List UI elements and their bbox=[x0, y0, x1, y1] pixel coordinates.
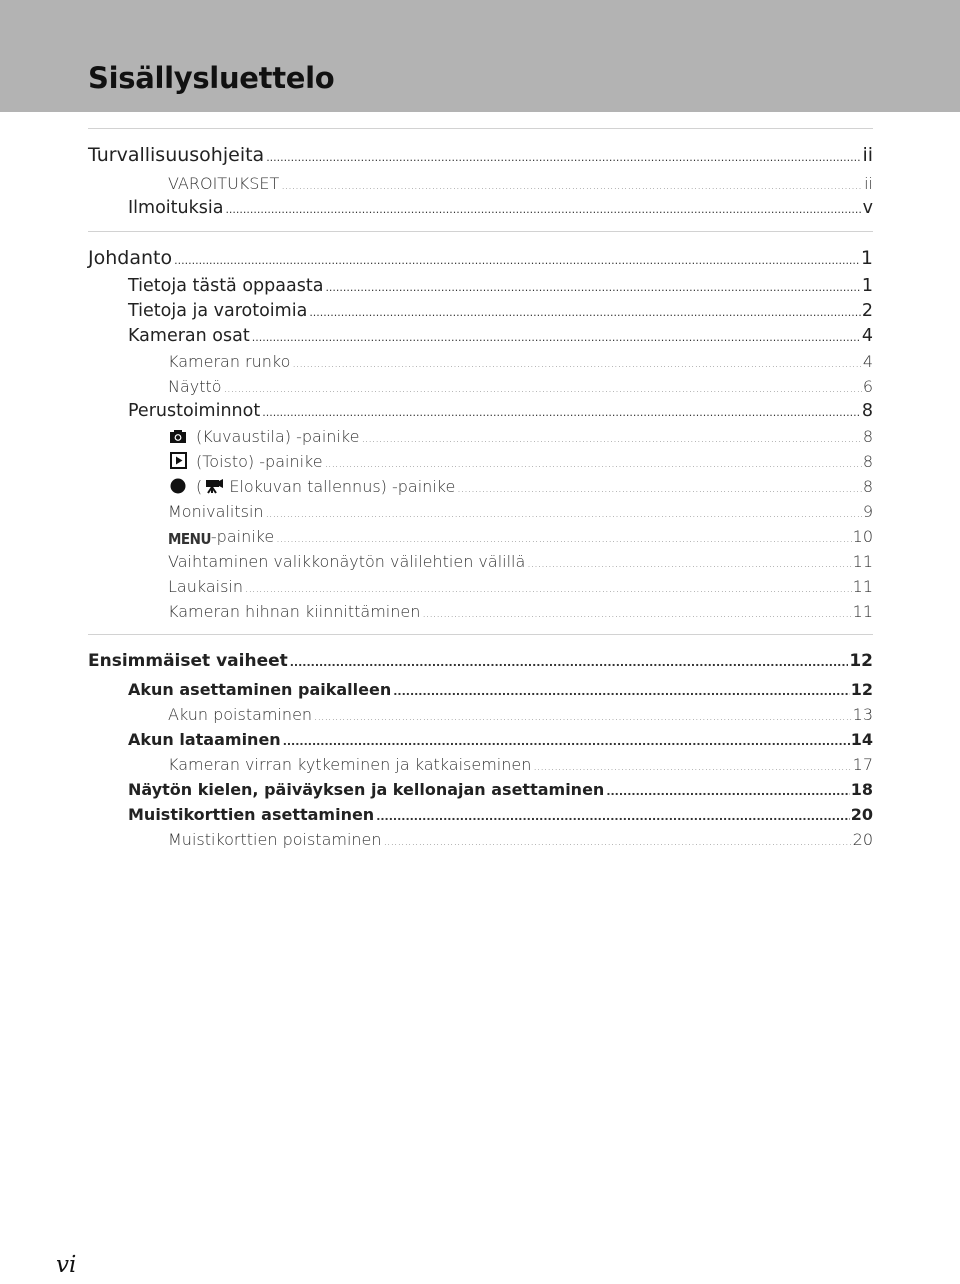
toc-entry-text: Elokuvan tallennus) -painike bbox=[224, 477, 456, 496]
toc-entry-page: 4 bbox=[862, 352, 873, 371]
toc-entry[interactable] bbox=[88, 274, 873, 299]
dot-leader bbox=[290, 647, 849, 679]
toc-entry-text: Turvallisuusohjeita bbox=[88, 144, 265, 166]
toc-entry-text: Monivalitsin bbox=[168, 502, 264, 521]
toc-entry-page: 12 bbox=[850, 680, 873, 699]
toc-entry[interactable] bbox=[88, 677, 873, 702]
toc-entry-text: Kameran osat bbox=[128, 326, 250, 346]
toc-entry-page: ii bbox=[864, 174, 873, 193]
toc-entry-label bbox=[168, 171, 279, 196]
toc-entry[interactable] bbox=[88, 524, 873, 549]
toc-entry-label bbox=[128, 802, 374, 827]
toc-entry-label bbox=[128, 324, 250, 349]
toc-entry-label bbox=[88, 645, 288, 677]
dot-leader bbox=[276, 526, 851, 551]
toc-entry[interactable] bbox=[88, 171, 873, 196]
dot-leader bbox=[245, 576, 852, 601]
toc-entry-label bbox=[168, 574, 243, 599]
dot-leader bbox=[224, 376, 862, 401]
toc-section bbox=[88, 128, 873, 229]
toc-entry-page: 20 bbox=[850, 805, 873, 824]
toc-entry-text: Muistikorttien poistaminen bbox=[168, 830, 382, 849]
toc-entry[interactable] bbox=[88, 827, 873, 852]
toc-entry[interactable] bbox=[88, 424, 873, 449]
page-title: Sisällysluettelo bbox=[88, 61, 335, 95]
toc-entry-label bbox=[168, 827, 382, 852]
toc-entry-label bbox=[168, 449, 323, 474]
toc-entry-text: -painike bbox=[210, 527, 275, 546]
camera-icon bbox=[168, 427, 188, 445]
toc-section bbox=[88, 634, 873, 860]
toc-entry-text: VAROITUKSET bbox=[168, 174, 280, 193]
toc-entry[interactable] bbox=[88, 499, 873, 524]
dot-leader bbox=[325, 451, 862, 476]
dot-leader bbox=[174, 245, 860, 277]
dot-leader bbox=[422, 601, 851, 626]
toc-entry-text: Vaihtaminen valikkonäytön välilehtien välillä bbox=[168, 552, 526, 571]
toc-entry-page: 20 bbox=[852, 830, 873, 849]
toc-entry-text: Kameran virran kytkeminen ja katkaiseminen bbox=[168, 755, 532, 774]
toc-entry-label bbox=[168, 499, 264, 524]
dot-leader bbox=[266, 501, 862, 526]
toc-entry-label bbox=[168, 349, 290, 374]
dot-leader bbox=[262, 400, 861, 425]
toc-entry[interactable] bbox=[88, 474, 873, 499]
toc-entry-label bbox=[168, 524, 274, 549]
toc-entry[interactable] bbox=[88, 374, 873, 399]
toc-entry-page: 10 bbox=[852, 527, 873, 546]
dot-leader bbox=[283, 729, 850, 754]
toc-entry-label bbox=[128, 299, 307, 324]
toc-entry-label bbox=[168, 599, 420, 624]
movie-camera-icon bbox=[204, 477, 224, 495]
toc-entry[interactable] bbox=[88, 777, 873, 802]
record-dot-icon bbox=[168, 477, 188, 495]
toc-entry[interactable] bbox=[88, 139, 873, 171]
toc-entry-label bbox=[128, 399, 260, 424]
dot-leader bbox=[266, 142, 861, 174]
toc-entry-text: Laukaisin bbox=[168, 577, 244, 596]
toc-entry[interactable] bbox=[88, 574, 873, 599]
toc-entry-label bbox=[168, 474, 455, 499]
toc-entry-page: 1 bbox=[861, 276, 873, 296]
toc-entry[interactable] bbox=[88, 349, 873, 374]
toc-entry-page: 17 bbox=[852, 755, 873, 774]
toc-entry-text: Akun poistaminen bbox=[168, 705, 313, 724]
toc-entry-label bbox=[168, 752, 531, 777]
toc-entry-page: 4 bbox=[861, 326, 873, 346]
toc-entry-page: 6 bbox=[862, 377, 873, 396]
toc-entry-page: 12 bbox=[849, 651, 873, 671]
toc-entry-label bbox=[88, 242, 172, 274]
dot-leader bbox=[384, 829, 852, 854]
table-of-contents bbox=[88, 128, 873, 860]
dot-leader bbox=[393, 679, 850, 704]
toc-entry-label bbox=[88, 139, 264, 171]
toc-entry-label bbox=[128, 274, 323, 299]
toc-entry-page: 18 bbox=[850, 780, 873, 799]
toc-entry-label bbox=[128, 196, 223, 221]
toc-entry[interactable] bbox=[88, 752, 873, 777]
toc-entry-text: Näytön kielen, päiväyksen ja kellonajan asettaminen bbox=[128, 780, 605, 799]
toc-entry-label bbox=[128, 727, 281, 752]
dot-leader bbox=[281, 173, 863, 198]
toc-entry-page: 1 bbox=[860, 247, 873, 269]
toc-entry-text: ( bbox=[196, 477, 203, 496]
toc-entry-text: Akun asettaminen paikalleen bbox=[128, 680, 392, 699]
dot-leader bbox=[314, 704, 852, 729]
toc-entry-label bbox=[168, 374, 222, 399]
toc-entry-text: Perustoiminnot bbox=[128, 401, 261, 421]
toc-entry-page: 14 bbox=[850, 730, 873, 749]
toc-entry-text: Ilmoituksia bbox=[128, 198, 224, 218]
toc-entry-text: Tietoja tästä oppaasta bbox=[128, 276, 324, 296]
toc-entry-text: (Toisto) -painike bbox=[196, 452, 323, 471]
menu-glyph-icon: MENU bbox=[168, 530, 211, 548]
dot-leader bbox=[361, 426, 861, 451]
toc-entry[interactable] bbox=[88, 299, 873, 324]
toc-entry-page: 8 bbox=[862, 427, 873, 446]
playback-icon bbox=[168, 452, 188, 470]
page-number: vi bbox=[56, 1252, 77, 1278]
toc-entry-page: ii bbox=[862, 144, 873, 166]
toc-entry-text: Kameran hihnan kiinnittäminen bbox=[168, 602, 421, 621]
toc-entry-page: 8 bbox=[862, 477, 873, 496]
toc-entry-page: 2 bbox=[861, 301, 873, 321]
toc-entry-page: 11 bbox=[852, 577, 873, 596]
toc-entry-text: Kameran runko bbox=[168, 352, 291, 371]
toc-entry-text: Näyttö bbox=[168, 377, 222, 396]
dot-leader bbox=[252, 325, 861, 350]
dot-leader bbox=[225, 197, 861, 222]
toc-entry-page: 8 bbox=[861, 401, 873, 421]
toc-entry-page: 11 bbox=[852, 552, 873, 571]
toc-entry-text: Tietoja ja varotoimia bbox=[128, 301, 308, 321]
toc-entry[interactable] bbox=[88, 802, 873, 827]
toc-entry-label bbox=[168, 702, 312, 727]
dot-leader bbox=[527, 551, 851, 576]
toc-entry[interactable] bbox=[88, 242, 873, 274]
dot-leader bbox=[606, 779, 849, 804]
toc-entry-text: Ensimmäiset vaiheet bbox=[88, 651, 288, 671]
toc-entry[interactable] bbox=[88, 702, 873, 727]
toc-entry-page: 8 bbox=[862, 452, 873, 471]
toc-entry[interactable] bbox=[88, 196, 873, 221]
toc-entry-page: 11 bbox=[852, 602, 873, 621]
toc-entry[interactable] bbox=[88, 324, 873, 349]
toc-entry-label bbox=[128, 777, 604, 802]
toc-entry-text: Johdanto bbox=[88, 247, 173, 269]
toc-section bbox=[88, 231, 873, 632]
dot-leader bbox=[292, 351, 861, 376]
dot-leader bbox=[533, 754, 851, 779]
toc-entry-page: 13 bbox=[852, 705, 873, 724]
toc-entry[interactable] bbox=[88, 727, 873, 752]
toc-entry-page: 9 bbox=[862, 502, 873, 521]
dot-leader bbox=[309, 300, 861, 325]
dot-leader bbox=[325, 275, 860, 300]
toc-entry-page: v bbox=[862, 198, 873, 218]
toc-entry[interactable] bbox=[88, 645, 873, 677]
toc-entry-text: Akun lataaminen bbox=[128, 730, 281, 749]
toc-entry-label bbox=[168, 424, 359, 449]
dot-leader bbox=[376, 804, 850, 829]
dot-leader bbox=[457, 476, 862, 501]
toc-entry-text: Muistikorttien asettaminen bbox=[128, 805, 375, 824]
toc-entry-text: (Kuvaustila) -painike bbox=[196, 427, 360, 446]
toc-entry[interactable] bbox=[88, 549, 873, 574]
toc-entry[interactable] bbox=[88, 399, 873, 424]
toc-entry-label bbox=[168, 549, 525, 574]
toc-entry[interactable] bbox=[88, 599, 873, 624]
toc-entry[interactable] bbox=[88, 449, 873, 474]
toc-entry-label bbox=[128, 677, 391, 702]
